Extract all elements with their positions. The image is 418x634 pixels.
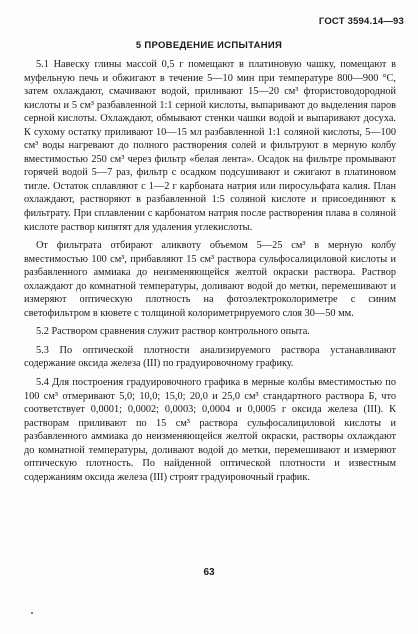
paragraph-5-3: 5.3 По оптической плотности анализируемого раствора устанавливают содержание оксида железа (III) по градуировочному графику.: [24, 344, 396, 370]
body-text: [24, 58, 396, 484]
standard-header: ГОСТ 3594.14—93: [318, 16, 404, 27]
paragraph-5-4: 5.4 Для построения градуировочного графика в мерные колбы вместимостью по 100 см³ отмеривают 5,0; 10,0; 15,0; 20,0 и 25,0 см³ стандартного раствора Б, что соответствует 0,0001; 0,0002; 0,0003; 0,0004 и 0,0005 г оксида железа (III). К растворам приливают по 15 см³ раствора сульфосалициловой кислоты и разбавленного аммиака до неизменяющейся желтой окраски, растворы охлаждают до комнатной температуры, доливают водой до метки, перемешивают и измеряют оптическую плотность. По найденной оптической плотности и известным содержаниям оксида железа (III) строят градуировочный график.: [24, 377, 396, 483]
paragraph-aliquot: От фильтрата отбирают аликвоту объемом 5—25 см³ в мерную колбу вместимостью 100 см³, прибавляют 15 см³ раствора сульфосалициловой кислоты и разбавленного аммиака до неизменяющейся желтой окраски раствора. Раствор охлаждают до комнатной температуры, доливают водой до метки, перемешивают и измеряют оптическую плотность на фотоэлектроколориметре с синим светофильтром в кювете с толщиной колориметрируемого слоя 30—50 мм.: [24, 240, 396, 319]
paragraph-5-2: 5.2 Раствором сравнения служит раствор контрольного опыта.: [36, 326, 310, 338]
paragraph-5-1: 5.1 Навеску глины массой 0,5 г помещают в платиновую чашку, помещают в муфельную печь и обжигают в течение 5—10 мин при температуре 800—900 °С, затем охлаждают, смачивают водой, приливают 15—20 см³ фтористоводородной кислоты и 5 см³ разбавленной 1:1 серной кислоты, выпаривают до выделения паров серной кислоты. Охлаждают, обмывают стенки чашки водой и выпаривают досуха. К сухому остатку приливают 10—15 мл разбавленной 1:1 соляной кислоты, 5—100 см³ воды нагревают до полного растворения солей и фильтруют в мерную колбу вместимостью 250 см³ через фильтр «белая лента». Осадок на фильтре промывают горячей водой 5—7 раз, фильтр с осадком подсушивают и сжигают в платиновом тигле. Остаток сплавляют с 1—2 г карбоната натрия или пиросульфата калия. План охлаждают, растворяют в разбавленной 1:5 соляной кислоте и присоединяют к фильтрату. При сплавлении с карбонатом натрия после растворения плава в соляной кислоте раствор кипятят для удаления углекислоты.: [24, 59, 396, 233]
page-number: 63: [203, 567, 215, 578]
section-title: 5 ПРОВЕДЕНИЕ ИСПЫТАНИЯ: [135, 40, 283, 51]
print-speck: [31, 612, 33, 614]
